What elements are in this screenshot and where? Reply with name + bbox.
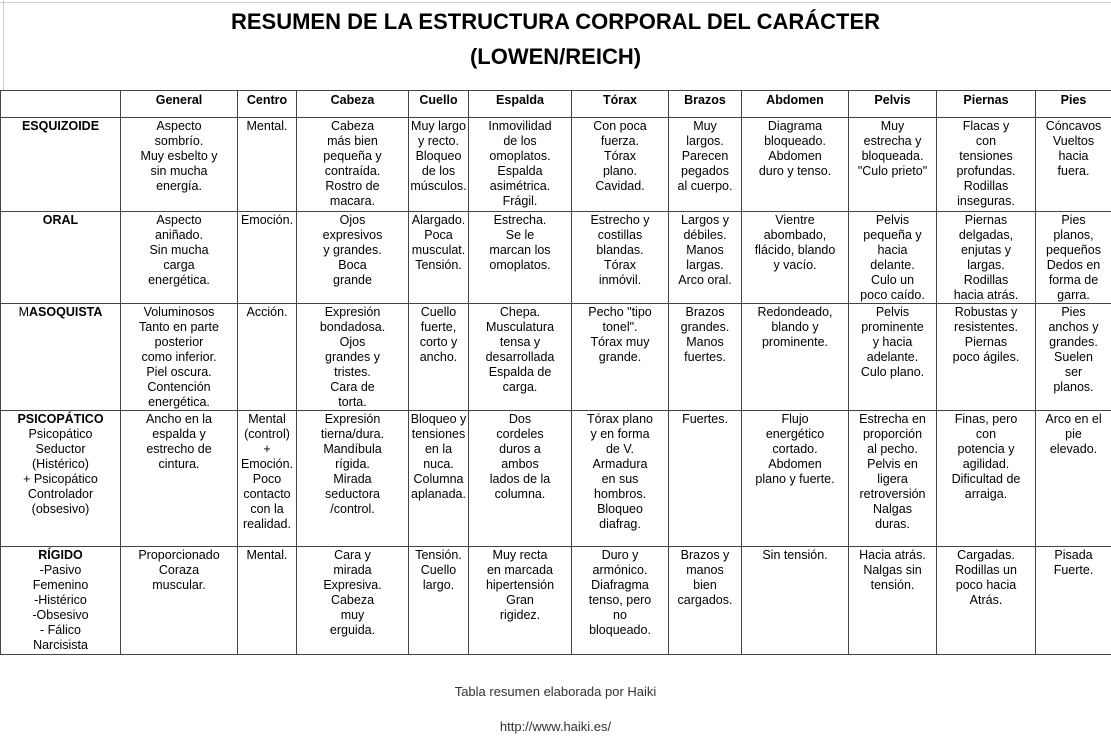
table-cell-espalda: Chepa. Musculatura tensa y desarrollada Espalda de carga. [469,304,572,411]
table-cell-cabeza: Cara y mirada Expresiva. Cabeza muy erguida. [297,547,409,655]
footer-url[interactable]: http://www.haiki.es/ [499,719,612,734]
character-structure-table [0,90,1111,655]
table-cell-piernas: Cargadas. Rodillas un poco hacia Atrás. [937,547,1036,655]
table-cell-centro: Acción. [238,304,297,411]
table-row [1,118,1111,212]
table-cell-tórax: Estrecho y costillas blandas. Tórax inmóvil. [572,212,669,304]
table-cell-pelvis: Estrecha en proporción al pecho. Pelvis en ligera retroversión Nalgas duras. [849,411,937,547]
table-cell-espalda: Inmovilidad de los omoplatos. Espalda asimétrica. Frágil. [469,118,572,212]
row-label [1,118,121,212]
row-label-subtypes: Psicopático Seductor (Histérico) + Psicopático Controlador (obsesivo) [23,427,98,516]
table-cell-brazos: Brazos y manos bien cargados. [669,547,742,655]
row-label-title: ASOQUISTA [29,305,103,319]
table-cell-espalda: Muy recta en marcada hipertensión Gran rigidez. [469,547,572,655]
table-row [1,212,1111,304]
row-label [1,304,121,411]
column-header-abdomen: Abdomen [742,91,849,118]
column-header-cabeza: Cabeza [297,91,409,118]
page-top-rule [0,2,1111,3]
table-cell-pelvis: Hacia atrás. Nalgas sin tensión. [849,547,937,655]
column-header-tórax: Tórax [572,91,669,118]
table-cell-brazos: Muy largos. Parecen pegados al cuerpo. [669,118,742,212]
table-cell-abdomen: Diagrama bloqueado. Abdomen duro y tenso. [742,118,849,212]
table-row [1,547,1111,655]
table-cell-abdomen: Flujo energético cortado. Abdomen plano y fuerte. [742,411,849,547]
table-cell-tórax: Duro y armónico. Diafragma tenso, pero no bloqueado. [572,547,669,655]
row-label [1,411,121,547]
table-cell-centro: Mental. [238,547,297,655]
table-cell-pelvis: Pelvis prominente y hacia adelante. Culo plano. [849,304,937,411]
row-label [1,212,121,304]
table-cell-general: Aspecto sombrío. Muy esbelto y sin mucha energía. [121,118,238,212]
table-cell-cuello: Alargado. Poca musculat. Tensión. [409,212,469,304]
column-header-blank [1,91,121,118]
table-header-row [1,91,1111,118]
table-cell-cuello: Tensión. Cuello largo. [409,547,469,655]
table-cell-pelvis: Pelvis pequeña y hacia delante. Culo un poco caído. [849,212,937,304]
row-label-prefix: M [18,305,30,319]
table-cell-espalda: Estrecha. Se le marcan los omoplatos. [469,212,572,304]
table-cell-tórax: Tórax plano y en forma de V. Armadura en sus hombros. Bloqueo diafrag. [572,411,669,547]
table-cell-pies: Pies anchos y grandes. Suelen ser planos. [1036,304,1111,411]
table-cell-pies: Cóncavos Vueltos hacia fuera. [1036,118,1111,212]
column-header-brazos: Brazos [669,91,742,118]
table-cell-abdomen: Sin tensión. [742,547,849,655]
column-header-piernas: Piernas [937,91,1036,118]
table-cell-pies: Pisada Fuerte. [1036,547,1111,655]
table-cell-cuello: Bloqueo y tensiones en la nuca. Columna aplanada. [409,411,469,547]
table-cell-general: Voluminosos Tanto en parte posterior como inferior. Piel oscura. Contención energética. [121,304,238,411]
footer-credit: Tabla resumen elaborada por Haiki [454,684,657,699]
table-cell-tórax: Con poca fuerza. Tórax plano. Cavidad. [572,118,669,212]
table-cell-general: Proporcionado Coraza muscular. [121,547,238,655]
row-label-title: ESQUIZOIDE [21,119,100,133]
column-header-centro: Centro [238,91,297,118]
row-label-subtypes: -Pasivo Femenino -Histérico -Obsesivo - Fálico Narcisista [32,563,89,652]
table-cell-cabeza: Cabeza más bien pequeña y contraída. Rostro de macara. [297,118,409,212]
table-cell-piernas: Piernas delgadas, enjutas y largas. Rodillas hacia atrás. [937,212,1036,304]
row-label-title: RÍGIDO [38,548,83,562]
table-cell-pelvis: Muy estrecha y bloqueada. "Culo prieto" [849,118,937,212]
column-header-general: General [121,91,238,118]
column-header-cuello: Cuello [409,91,469,118]
column-header-pelvis: Pelvis [849,91,937,118]
table-cell-brazos: Fuertes. [669,411,742,547]
table-cell-centro: Mental. [238,118,297,212]
row-label [1,547,121,655]
table-cell-pies: Pies planos, pequeños Dedos en forma de garra. [1036,212,1111,304]
column-header-espalda: Espalda [469,91,572,118]
table-cell-tórax: Pecho "tipo tonel". Tórax muy grande. [572,304,669,411]
document-subtitle: (LOWEN/REICH) [469,44,642,69]
table-cell-piernas: Robustas y resistentes. Piernas poco ágiles. [937,304,1036,411]
table-cell-piernas: Finas, pero con potencia y agilidad. Dificultad de arraiga. [937,411,1036,547]
table-cell-abdomen: Redondeado, blando y prominente. [742,304,849,411]
document-title: RESUMEN DE LA ESTRUCTURA CORPORAL DEL CARÁCTER [230,9,881,34]
table-cell-general: Ancho en la espalda y estrecho de cintura. [121,411,238,547]
table-cell-brazos: Brazos grandes. Manos fuertes. [669,304,742,411]
table-cell-general: Aspecto aniñado. Sin mucha carga energética. [121,212,238,304]
table-cell-cuello: Cuello fuerte, corto y ancho. [409,304,469,411]
table-cell-cabeza: Ojos expresivos y grandes. Boca grande [297,212,409,304]
row-label-title: PSICOPÁTICO [17,412,104,426]
table-cell-brazos: Largos y débiles. Manos largas. Arco oral. [669,212,742,304]
table-row [1,411,1111,547]
table-cell-centro: Mental (control) + Emoción. Poco contacto con la realidad. [238,411,297,547]
column-header-pies: Pies [1036,91,1111,118]
table-cell-cabeza: Expresión bondadosa. Ojos grandes y tristes. Cara de torta. [297,304,409,411]
table-cell-abdomen: Vientre abombado, flácido, blando y vacío. [742,212,849,304]
row-label-title: ORAL [42,213,79,227]
table-cell-cuello: Muy largo y recto. Bloqueo de los músculos. [409,118,469,212]
table-cell-piernas: Flacas y con tensiones profundas. Rodillas inseguras. [937,118,1036,212]
table-row [1,304,1111,411]
table-cell-centro: Emoción. [238,212,297,304]
table-cell-espalda: Dos cordeles duros a ambos lados de la columna. [469,411,572,547]
table-cell-cabeza: Expresión tierna/dura. Mandíbula rígida. Mirada seductora /control. [297,411,409,547]
table-cell-pies: Arco en el pie elevado. [1036,411,1111,547]
